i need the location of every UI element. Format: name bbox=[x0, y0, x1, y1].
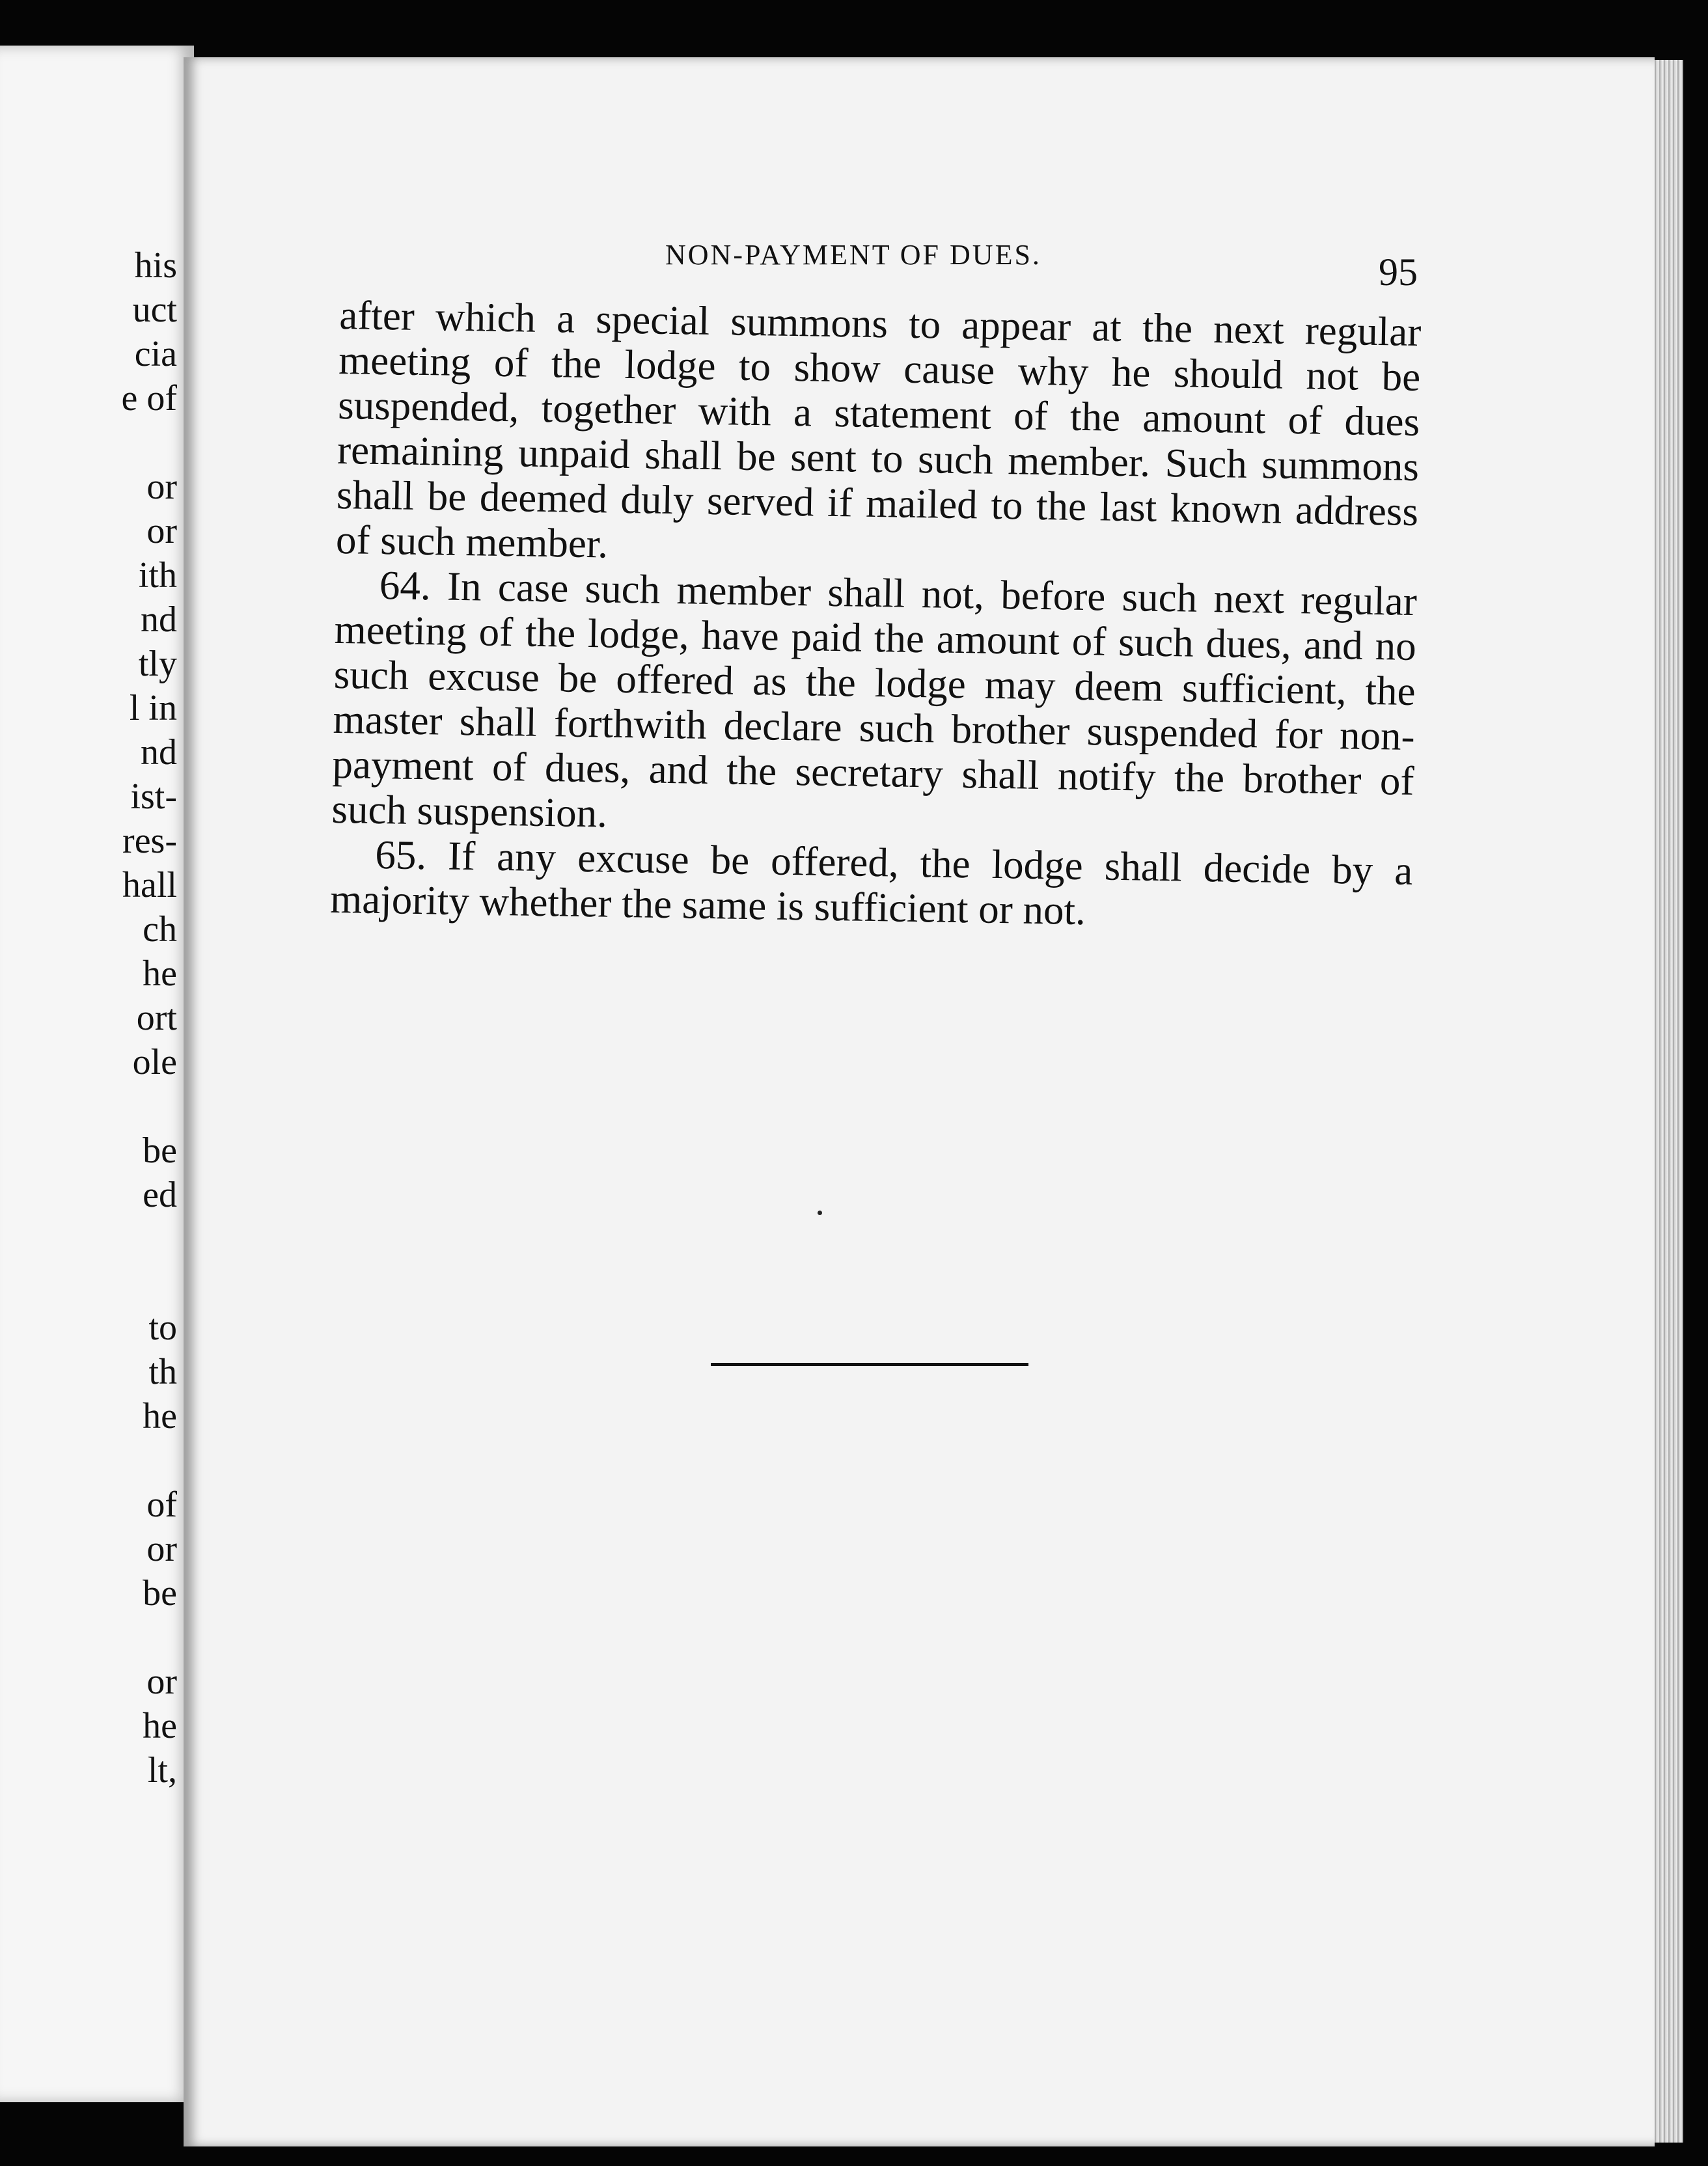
left-page-line: he bbox=[143, 1396, 177, 1436]
left-page-line: ort bbox=[136, 998, 177, 1038]
section-end-rule bbox=[711, 1363, 1028, 1366]
left-page-line: nd bbox=[141, 732, 177, 773]
left-page-line: ist- bbox=[130, 776, 177, 817]
left-page-line: or bbox=[146, 1662, 177, 1702]
left-page-line: or bbox=[146, 511, 177, 551]
left-page-line: hall bbox=[122, 865, 177, 905]
ink-speck bbox=[818, 1211, 822, 1215]
left-page-line: e of bbox=[121, 378, 177, 418]
left-page-line: he bbox=[143, 953, 177, 994]
left-page-line: cia bbox=[134, 334, 177, 374]
left-page-line: or bbox=[146, 1529, 177, 1569]
paragraph-64: 64. In case such member shall not, before such next regular meeting of the lodge, have paid the amount of such dues, and no such excuse be offered as the lodge may deem sufficient, the master shall forthwith declare such brother suspended for non-payment of dues, and the secretary shall notify the brother of such suspension. bbox=[331, 562, 1418, 836]
left-page-line: lt, bbox=[147, 1750, 177, 1790]
body-text bbox=[330, 293, 1422, 939]
left-facing-page bbox=[0, 46, 194, 2102]
left-page-line: or bbox=[146, 467, 177, 507]
left-page-line: ith bbox=[138, 555, 177, 596]
left-page-line: of bbox=[146, 1485, 177, 1525]
left-page-line: tly bbox=[138, 644, 177, 684]
paragraph-continuation: after which a special summons to appear at the next regular meeting of the lodge to show cause why he should not be suspended, together with a statement of the amount of dues remaining unpaid shall be sent to such member. Such summons shall be deemed duly served if mailed to the last known address of such member. bbox=[335, 292, 1422, 567]
left-page-line: uct bbox=[132, 290, 177, 330]
left-page-line: his bbox=[134, 245, 177, 286]
left-page-line: ch bbox=[143, 909, 177, 950]
left-page-line: to bbox=[148, 1308, 177, 1348]
left-page-line: th bbox=[148, 1352, 177, 1392]
left-page-line: l in bbox=[129, 688, 177, 728]
left-page-line: ole bbox=[132, 1042, 177, 1082]
paragraph-65: 65. If any excuse be offered, the lodge shall decide by a majority whether the same is sufficient or not. bbox=[329, 831, 1413, 934]
left-page-line: ed bbox=[143, 1175, 177, 1215]
page-number: 95 bbox=[1379, 251, 1418, 294]
left-page-line: be bbox=[143, 1573, 177, 1613]
left-page-line: res- bbox=[122, 821, 177, 861]
left-page-line: nd bbox=[141, 599, 177, 640]
left-page-line: he bbox=[143, 1706, 177, 1746]
left-page-line: be bbox=[143, 1131, 177, 1171]
running-head: NON-PAYMENT OF DUES. bbox=[665, 239, 1041, 271]
